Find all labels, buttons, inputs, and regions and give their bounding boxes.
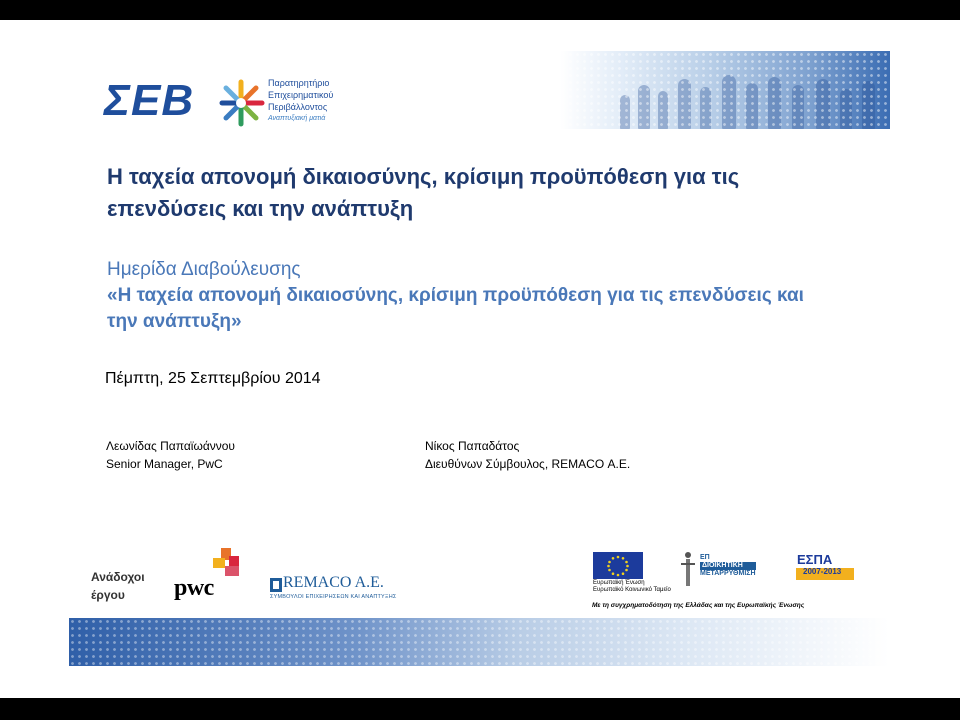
speaker-role: Διευθύνων Σύμβουλος, REMACO Α.Ε. [425, 457, 631, 471]
sev-logo-tagline: Αναπτυξιακή ματιά [268, 115, 326, 122]
eu-caption-line: Ευρωπαϊκό Κοινωνικό Ταμείο [593, 587, 671, 593]
admin-reform-line: ΔΙΟΙΚΗΤΙΚΗ [700, 562, 756, 570]
admin-reform-logo [700, 554, 756, 578]
slide [0, 20, 960, 698]
footer-banner [69, 618, 889, 666]
speaker-name: Λεωνίδας Παπαϊωάννου [106, 439, 235, 453]
event-date: Πέμπτη, 25 Σεπτεμβρίου 2014 [105, 370, 321, 387]
eu-caption [593, 580, 671, 594]
cofunding-statement: Με τη συγχρηματοδότηση της Ελλάδας και της Ευρωπαϊκής Ένωσης [592, 602, 805, 609]
espa-years: 2007-2013 [803, 567, 842, 576]
admin-reform-line: ΜΕΤΑΡΡΥΘΜΙΣΗ [700, 570, 756, 577]
eu-flag-icon [593, 552, 643, 579]
espa-logo-wordmark: ΕΣΠΑ [797, 552, 833, 567]
speaker-role: Senior Manager, PwC [106, 457, 223, 471]
contractors-label-line: Ανάδοχοι [91, 570, 145, 584]
column-figure-icon [680, 550, 696, 588]
pwc-logo-wordmark: pwc [174, 575, 214, 601]
contractors-label-line: έργου [91, 588, 125, 602]
sev-logo-wordmark: ΣΕΒ [104, 76, 195, 125]
eu-caption-line: Ευρωπαϊκή Ένωση [593, 580, 645, 586]
sev-logo-subtitle-line: Επιχειρηματικού [268, 90, 334, 100]
remaco-logo-subtitle: ΣΥΜΒΟΥΛΟΙ ΕΠΙΧΕΙΡΗΣΕΩΝ ΚΑΙ ΑΝΑΠΤΥΞΗΣ [270, 594, 397, 600]
slide-title: Η ταχεία απονομή δικαιοσύνης, κρίσιμη προϋπόθεση για τις επενδύσεις και την ανάπτυξη [107, 164, 740, 221]
speaker-name: Νίκος Παπαδάτος [425, 439, 520, 453]
event-name: Ημερίδα Διαβούλευσης [107, 259, 301, 280]
contractors-label [91, 568, 145, 604]
sev-logo-subtitle-line: Παρατηρητήριο [268, 78, 330, 88]
header-banner [560, 51, 890, 129]
speaker-2 [425, 437, 630, 473]
sev-logo-subtitle-line: Περιβάλλοντος [268, 102, 328, 112]
pwc-logo-mark-icon [205, 548, 241, 578]
remaco-logo-name: REMACO A.E. [283, 574, 384, 591]
admin-reform-line: ΕΠ [700, 554, 710, 561]
sev-logo-burst-icon [216, 78, 266, 128]
speaker-1 [106, 437, 235, 473]
event-title-quote: «Η ταχεία απονομή δικαιοσύνης, κρίσιμη προϋπόθεση για τις επενδύσεις και την ανάπτυξη» [107, 285, 804, 332]
sev-logo-subtitle [268, 77, 333, 113]
